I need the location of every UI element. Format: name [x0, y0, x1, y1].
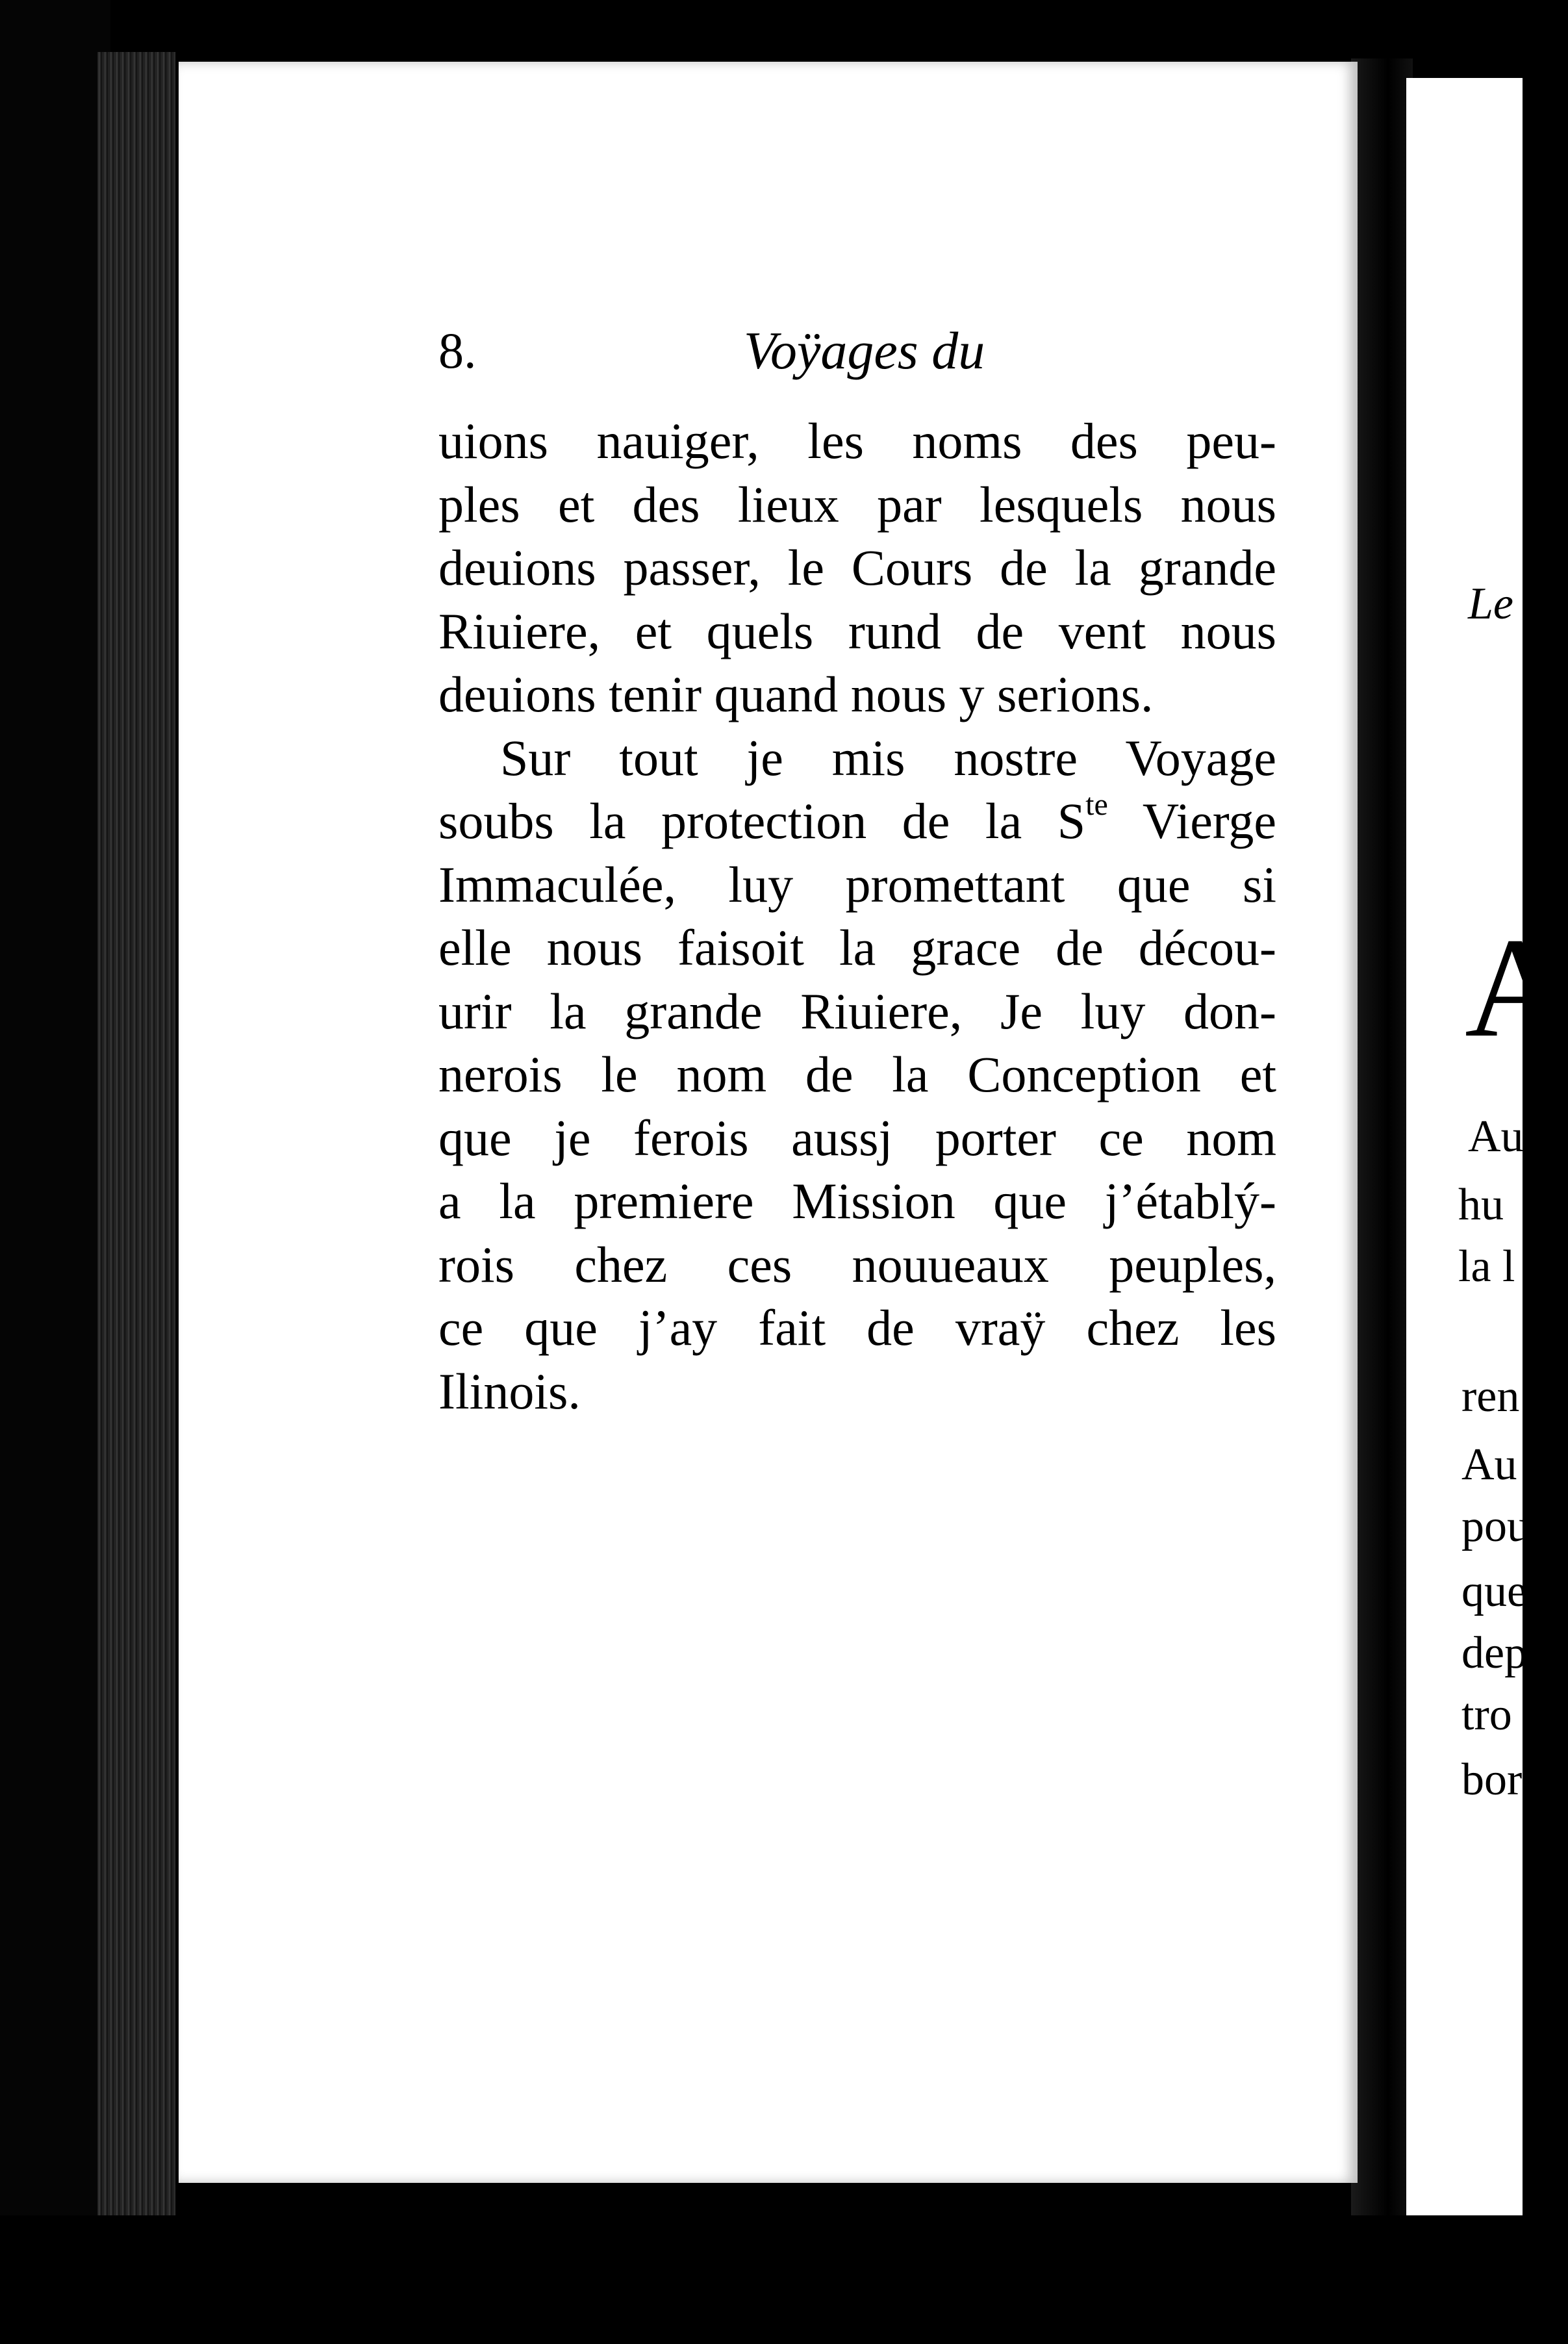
- running-title: Voÿages du: [744, 321, 985, 380]
- facing-line: Au: [1461, 1440, 1517, 1490]
- facing-line: bor: [1461, 1755, 1523, 1805]
- text-line: urir la grande Riuiere, Je luy don-: [438, 982, 1276, 1039]
- body-text: [438, 409, 1276, 1423]
- text-line: deuions tenir quand nous y serions.: [438, 666, 1154, 722]
- facing-italic-heading: Le: [1468, 579, 1513, 629]
- text-fragment: Vierge: [1107, 793, 1276, 849]
- text-fragment: soubs la protection de la S: [438, 793, 1086, 849]
- text-line: Sur tout je mis nostre Voyage: [500, 729, 1276, 786]
- facing-line: tro: [1461, 1690, 1512, 1740]
- facing-line: ren: [1461, 1371, 1520, 1421]
- text-line: deuions passer, le Cours de la grande: [438, 539, 1276, 596]
- book-gutter: [1351, 58, 1413, 2222]
- text-line: a la premiere Mission que j’établý-: [438, 1173, 1276, 1229]
- text-line: Riuiere, et quels rund de vent nous: [438, 602, 1276, 659]
- facing-line: hu: [1458, 1180, 1504, 1230]
- text-line: que je ferois aussj porter ce nom: [438, 1109, 1276, 1166]
- facing-page-fragment: [1406, 78, 1568, 2215]
- page-edges: [97, 52, 175, 2215]
- text-line: ce que j’ay fait de vraÿ chez les: [438, 1299, 1276, 1356]
- text-line: Immaculée, luy promettant que si: [438, 856, 1276, 913]
- text-line: ples et des lieux par lesquels nous: [438, 476, 1276, 533]
- text-line: Ilinois.: [438, 1362, 581, 1420]
- superscript: te: [1085, 787, 1108, 822]
- page-header: [438, 322, 1276, 380]
- text-line: rois chez ces nouueaux peuples,: [438, 1236, 1276, 1293]
- text-line: elle nous faisoit la grace de décou-: [438, 919, 1276, 976]
- scan-bottom-border: [0, 2215, 1523, 2344]
- text-line: nerois le nom de la Conception et: [438, 1046, 1276, 1102]
- facing-line: la l: [1458, 1242, 1515, 1292]
- facing-line: pou: [1461, 1501, 1530, 1551]
- facing-line: dep: [1461, 1628, 1528, 1678]
- page-number: 8.: [438, 322, 477, 379]
- text-line: uions nauiger, les noms des peu-: [438, 413, 1276, 469]
- facing-line: que: [1461, 1566, 1528, 1616]
- text-line: [438, 789, 1276, 853]
- facing-line: Au: [1468, 1112, 1524, 1162]
- facing-drop-cap: A: [1465, 908, 1568, 1067]
- book-spine-shadow: [0, 0, 110, 2344]
